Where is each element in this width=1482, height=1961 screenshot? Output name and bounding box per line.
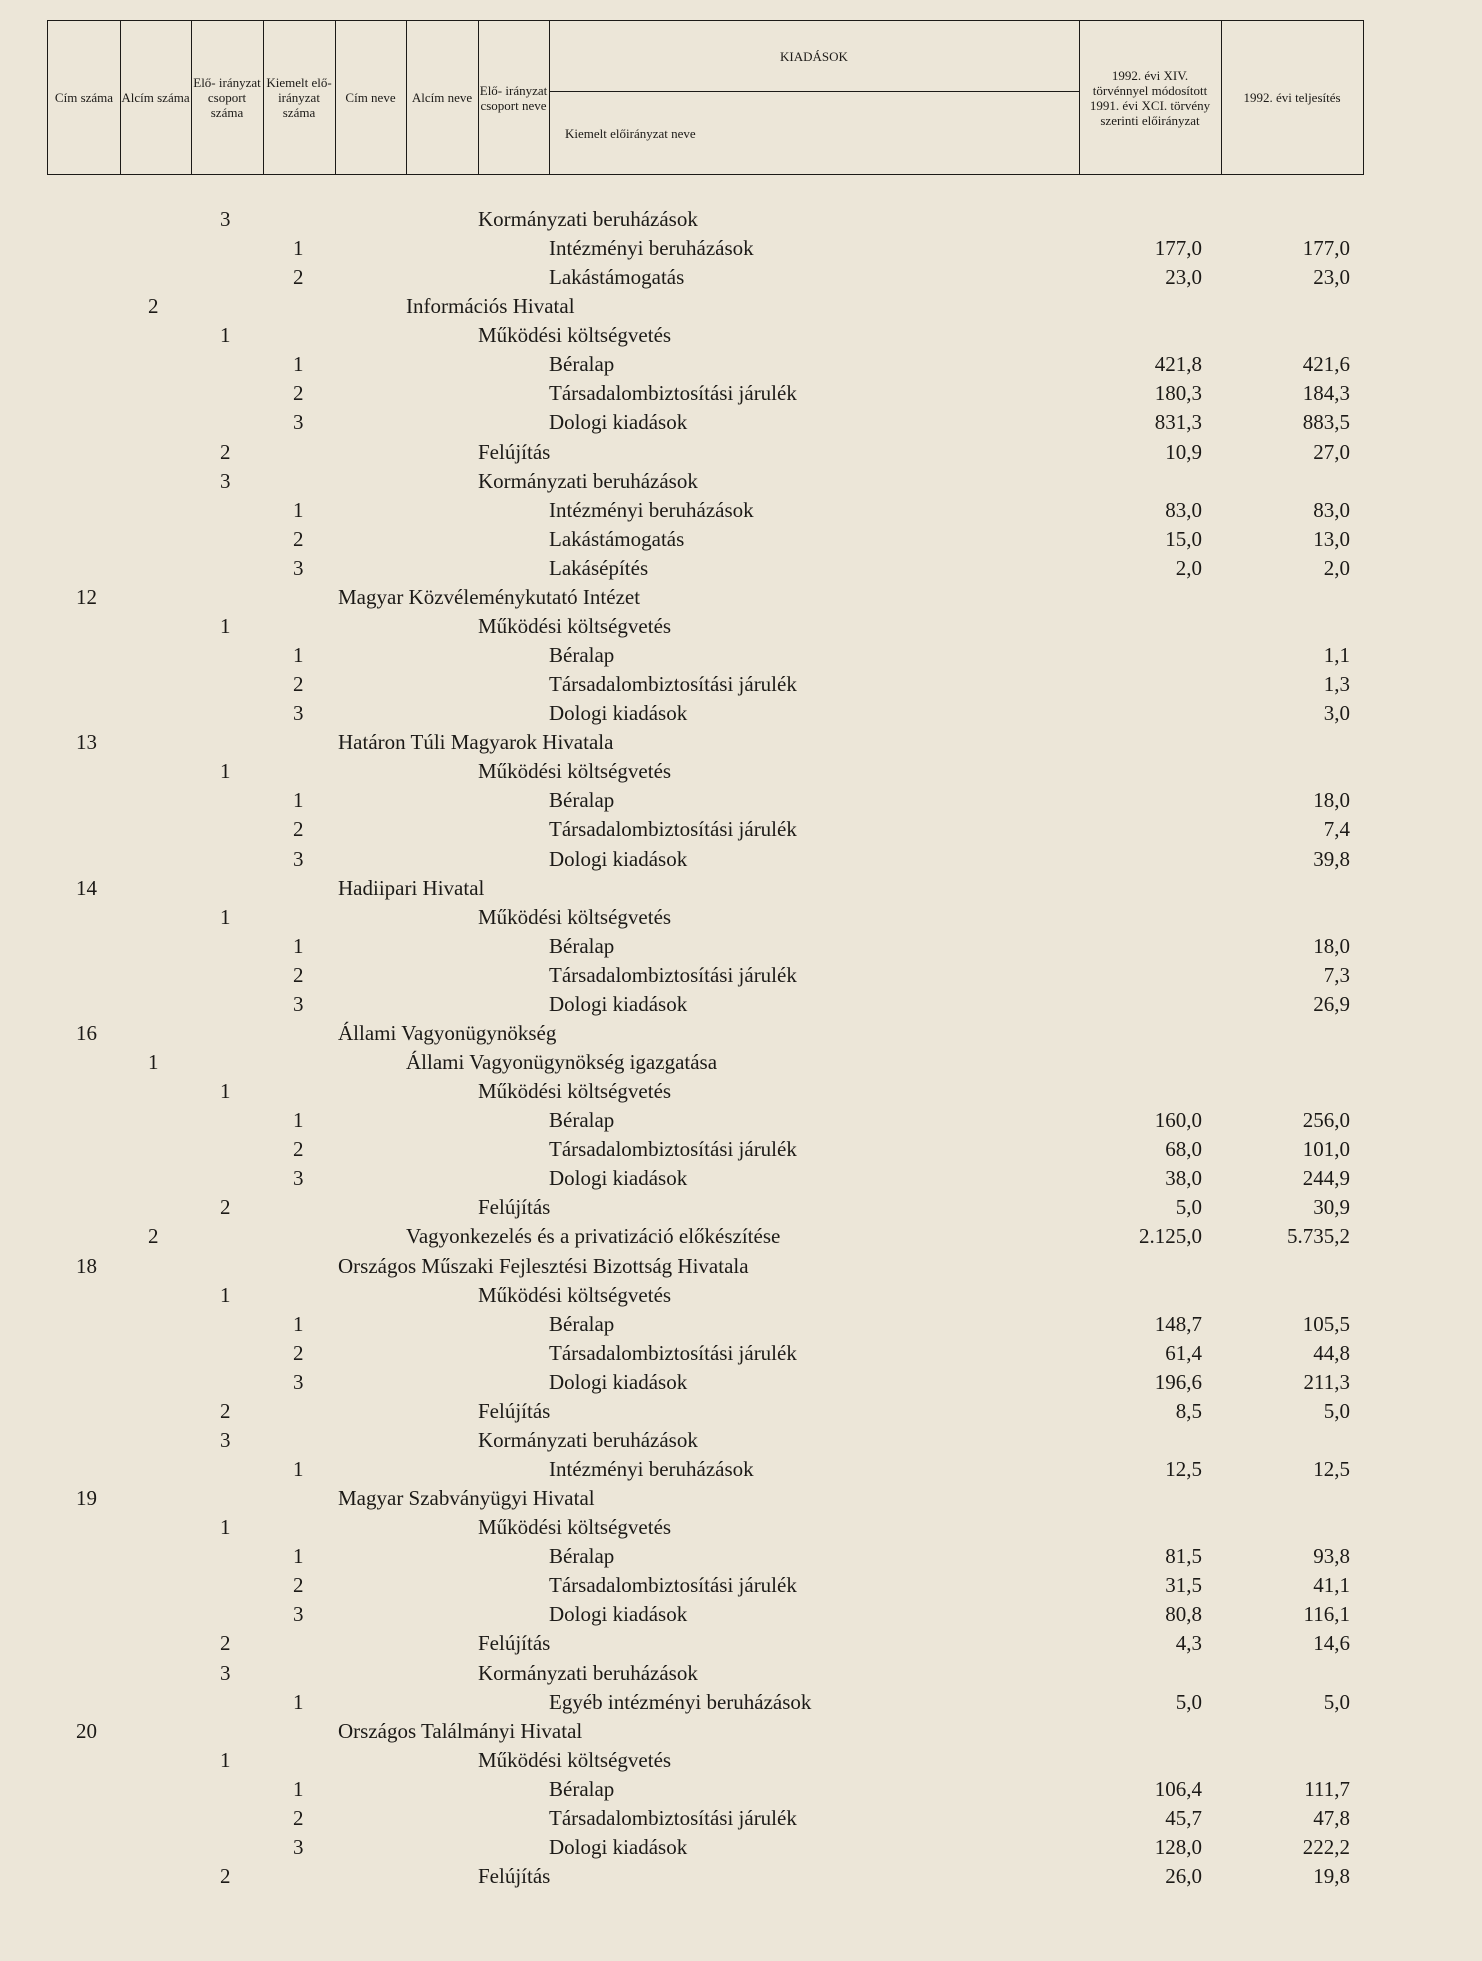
row-appropriation-value: 38,0 — [1165, 1166, 1202, 1191]
row-name: Béralap — [549, 788, 615, 813]
row-number: 2 — [220, 439, 231, 464]
row-number: 2 — [293, 1573, 304, 1598]
table-row — [0, 1804, 1482, 1833]
row-appropriation-value: 26,0 — [1165, 1863, 1202, 1888]
row-name: Dologi kiadások — [549, 701, 688, 726]
row-performance-value: 41,1 — [1313, 1573, 1350, 1598]
table-row — [0, 961, 1482, 990]
row-number: 3 — [293, 1602, 304, 1627]
row-name: Dologi kiadások — [549, 991, 688, 1016]
row-name: Dologi kiadások — [549, 1834, 688, 1859]
row-performance-value: 5.735,2 — [1287, 1224, 1350, 1249]
row-number: 3 — [220, 1660, 231, 1685]
row-number: 1 — [220, 904, 231, 929]
table-row — [0, 263, 1482, 292]
table-row — [0, 1164, 1482, 1193]
row-name: Felújítás — [478, 1863, 551, 1888]
table-row — [0, 932, 1482, 961]
table-row — [0, 1193, 1482, 1222]
table-row — [0, 1019, 1482, 1048]
table-row — [0, 1775, 1482, 1804]
row-name: Országos Találmányi Hivatal — [338, 1718, 583, 1743]
row-number: 2 — [293, 1340, 304, 1365]
row-performance-value: 93,8 — [1313, 1544, 1350, 1569]
row-number: 1 — [293, 1776, 304, 1801]
table-header — [47, 20, 1364, 175]
table-row — [0, 438, 1482, 467]
row-performance-value: 23,0 — [1313, 265, 1350, 290]
table-row — [0, 845, 1482, 874]
row-name: Működési költségvetés — [478, 759, 672, 784]
header-alcim-neve: Alcím neve — [411, 90, 473, 105]
table-row — [0, 1135, 1482, 1164]
row-appropriation-value: 5,0 — [1175, 1689, 1202, 1714]
table-row — [0, 1397, 1482, 1426]
row-number: 2 — [220, 1195, 231, 1220]
table-row — [0, 1281, 1482, 1310]
row-number: 2 — [148, 294, 159, 319]
table-row — [0, 1426, 1482, 1455]
row-appropriation-value: 12,5 — [1165, 1457, 1202, 1481]
row-performance-value: 211,3 — [1303, 1369, 1350, 1394]
row-appropriation-value: 831,3 — [1154, 410, 1202, 435]
row-name: Kormányzati beruházások — [478, 468, 698, 493]
row-name: Intézményi beruházások — [549, 497, 754, 522]
row-name: Dologi kiadások — [549, 1369, 688, 1394]
row-performance-value: 39,8 — [1313, 846, 1350, 871]
row-name: Társadalombiztosítási járulék — [549, 381, 797, 406]
row-performance-value: 44,8 — [1313, 1340, 1350, 1365]
row-name: Lakásépítés — [549, 555, 649, 580]
row-name: Intézményi beruházások — [549, 236, 754, 261]
row-appropriation-value: 68,0 — [1165, 1137, 1202, 1162]
row-name: Lakástámogatás — [549, 526, 685, 551]
row-performance-value: 7,3 — [1323, 962, 1350, 987]
table-row — [0, 1484, 1482, 1513]
row-number: 1 — [293, 236, 304, 261]
table-row — [0, 1833, 1482, 1862]
table-row — [0, 554, 1482, 583]
row-performance-value: 116,1 — [1303, 1602, 1350, 1627]
row-name: Dologi kiadások — [549, 846, 688, 871]
row-number: 16 — [76, 1020, 97, 1045]
table-row — [0, 990, 1482, 1019]
table-row — [0, 699, 1482, 728]
row-number: 1 — [148, 1050, 159, 1075]
row-appropriation-value: 2.125,0 — [1139, 1224, 1202, 1249]
row-appropriation-value: 5,0 — [1175, 1195, 1202, 1220]
row-name: Dologi kiadások — [549, 1602, 688, 1627]
row-name: Kormányzati beruházások — [478, 207, 698, 231]
table-row — [0, 583, 1482, 612]
row-performance-value: 1,1 — [1323, 643, 1350, 668]
table-row — [0, 1339, 1482, 1368]
row-appropriation-value: 10,9 — [1165, 439, 1202, 464]
row-number: 20 — [76, 1718, 97, 1743]
row-name: Dologi kiadások — [549, 410, 688, 435]
row-number: 3 — [293, 1166, 304, 1191]
table-row — [0, 1862, 1482, 1891]
table-row — [0, 641, 1482, 670]
row-name: Társadalombiztosítási járulék — [549, 672, 797, 697]
table-row — [0, 234, 1482, 263]
table-row — [0, 1600, 1482, 1629]
row-number: 3 — [293, 555, 304, 580]
row-name: Társadalombiztosítási járulék — [549, 1573, 797, 1598]
row-number: 2 — [220, 1398, 231, 1423]
row-number: 18 — [76, 1253, 97, 1278]
row-appropriation-value: 160,0 — [1154, 1108, 1202, 1133]
row-performance-value: 105,5 — [1302, 1311, 1350, 1336]
row-name: Béralap — [549, 1108, 615, 1133]
row-performance-value: 421,6 — [1302, 352, 1350, 377]
row-appropriation-value: 45,7 — [1165, 1805, 1202, 1830]
table-row — [0, 292, 1482, 321]
row-number: 1 — [220, 613, 231, 638]
row-number: 2 — [148, 1224, 159, 1249]
row-name: Társadalombiztosítási járulék — [549, 1340, 797, 1365]
row-performance-value: 7,4 — [1323, 817, 1350, 842]
row-number: 3 — [293, 846, 304, 871]
row-number: 2 — [293, 672, 304, 697]
row-number: 1 — [293, 933, 304, 958]
table-row — [0, 1106, 1482, 1135]
row-number: 3 — [293, 991, 304, 1016]
row-name: Béralap — [549, 1776, 615, 1801]
row-number: 2 — [220, 1631, 231, 1656]
row-name: Magyar Közvéleménykutató Intézet — [338, 584, 641, 609]
table-row — [0, 1455, 1482, 1484]
row-performance-value: 26,9 — [1313, 991, 1350, 1016]
row-performance-value: 184,3 — [1302, 381, 1350, 406]
row-number: 3 — [293, 410, 304, 435]
row-number: 1 — [293, 643, 304, 668]
table-row — [0, 1542, 1482, 1571]
row-appropriation-value: 31,5 — [1165, 1573, 1202, 1598]
row-performance-value: 222,2 — [1302, 1834, 1350, 1859]
row-name: Társadalombiztosítási járulék — [549, 817, 797, 842]
row-number: 1 — [220, 1747, 231, 1772]
table-row — [0, 728, 1482, 757]
row-number: 1 — [220, 323, 231, 348]
row-performance-value: 18,0 — [1313, 933, 1350, 958]
row-appropriation-value: 23,0 — [1165, 265, 1202, 290]
row-name: Magyar Szabványügyi Hivatal — [338, 1486, 595, 1511]
table-row — [0, 1659, 1482, 1688]
row-number: 12 — [76, 584, 97, 609]
row-number: 2 — [293, 381, 304, 406]
row-number: 2 — [220, 1863, 231, 1888]
row-performance-value: 13,0 — [1313, 526, 1350, 551]
row-number: 1 — [293, 352, 304, 377]
row-name: Határon Túli Magyarok Hivatala — [338, 730, 614, 755]
table-row — [0, 612, 1482, 641]
header-kiadasok: KIADÁSOK — [780, 48, 848, 64]
row-name: Működési költségvetés — [478, 613, 672, 638]
table-row — [0, 903, 1482, 932]
table-row — [0, 350, 1482, 379]
row-performance-value: 256,0 — [1302, 1108, 1350, 1133]
row-number: 3 — [220, 207, 231, 231]
table-row — [0, 1688, 1482, 1717]
row-number: 3 — [293, 1369, 304, 1394]
row-name: Vagyonkezelés és a privatizáció előkészítése — [406, 1224, 781, 1249]
row-performance-value: 30,9 — [1313, 1195, 1350, 1220]
row-number: 1 — [293, 788, 304, 813]
row-performance-value: 47,8 — [1313, 1805, 1350, 1830]
row-performance-value: 2,0 — [1323, 555, 1350, 580]
table-row — [0, 1048, 1482, 1077]
row-number: 2 — [293, 265, 304, 290]
row-name: Felújítás — [478, 1398, 551, 1423]
table-row — [0, 1368, 1482, 1397]
row-name: Béralap — [549, 933, 615, 958]
row-number: 3 — [220, 1427, 231, 1452]
row-number: 1 — [220, 759, 231, 784]
table-row — [0, 1222, 1482, 1251]
row-name: Állami Vagyonügynökség igazgatása — [406, 1050, 718, 1075]
row-name: Működési költségvetés — [478, 1282, 672, 1307]
table-row — [0, 379, 1482, 408]
row-name: Intézményi beruházások — [549, 1457, 754, 1481]
row-appropriation-value: 61,4 — [1165, 1340, 1202, 1365]
row-number: 14 — [76, 875, 97, 900]
table-row — [0, 321, 1482, 350]
table-row — [0, 1746, 1482, 1775]
row-number: 1 — [293, 497, 304, 522]
header-eloiranyzat-csoport-szama: Elő- irányzat csoport száma — [193, 75, 261, 120]
row-number: 1 — [293, 1311, 304, 1336]
row-performance-value: 101,0 — [1302, 1137, 1350, 1162]
row-appropriation-value: 83,0 — [1165, 497, 1202, 522]
row-performance-value: 244,9 — [1302, 1166, 1350, 1191]
row-number: 2 — [293, 1137, 304, 1162]
table-row — [0, 815, 1482, 844]
header-kiemelt-eloiranyzat-neve: Kiemelt előirányzat neve — [565, 126, 696, 141]
row-name: Hadiipari Hivatal — [338, 875, 485, 900]
row-number: 2 — [293, 962, 304, 987]
row-appropriation-value: 128,0 — [1154, 1834, 1202, 1859]
row-name: Társadalombiztosítási járulék — [549, 1137, 797, 1162]
row-number: 2 — [293, 1805, 304, 1830]
row-number: 3 — [293, 701, 304, 726]
row-number: 2 — [293, 817, 304, 842]
row-name: Társadalombiztosítási járulék — [549, 1805, 797, 1830]
row-number: 3 — [293, 1834, 304, 1859]
row-number: 1 — [220, 1515, 231, 1540]
row-name: Működési költségvetés — [478, 1515, 672, 1540]
row-number: 1 — [293, 1108, 304, 1133]
header-cim-neve: Cím neve — [345, 90, 396, 105]
table-row — [0, 1077, 1482, 1106]
row-name: Működési költségvetés — [478, 904, 672, 929]
table-row — [0, 1513, 1482, 1542]
table-row — [0, 670, 1482, 699]
header-teljesites-1992: 1992. évi teljesítés — [1243, 90, 1341, 105]
row-performance-value: 18,0 — [1313, 788, 1350, 813]
row-performance-value: 1,3 — [1323, 672, 1350, 697]
row-name: Béralap — [549, 352, 615, 377]
row-name: Felújítás — [478, 1631, 551, 1656]
row-performance-value: 883,5 — [1302, 410, 1350, 435]
row-performance-value: 5,0 — [1323, 1398, 1350, 1423]
table-row — [0, 1717, 1482, 1746]
row-appropriation-value: 80,8 — [1165, 1602, 1202, 1627]
row-appropriation-value: 148,7 — [1154, 1311, 1202, 1336]
table-row — [0, 496, 1482, 525]
row-performance-value: 14,6 — [1313, 1631, 1350, 1656]
row-performance-value: 111,7 — [1304, 1776, 1350, 1801]
row-performance-value: 3,0 — [1323, 701, 1350, 726]
row-appropriation-value: 15,0 — [1165, 526, 1202, 551]
row-appropriation-value: 196,6 — [1154, 1369, 1202, 1394]
row-number: 19 — [76, 1486, 97, 1511]
table-row — [0, 525, 1482, 554]
table-row — [0, 874, 1482, 903]
row-appropriation-value: 421,8 — [1154, 352, 1202, 377]
row-performance-value: 177,0 — [1302, 236, 1350, 261]
row-name: Állami Vagyonügynökség — [338, 1020, 557, 1045]
row-appropriation-value: 4,3 — [1175, 1631, 1202, 1656]
row-number: 1 — [220, 1282, 231, 1307]
row-name: Felújítás — [478, 439, 551, 464]
row-name: Felújítás — [478, 1195, 551, 1220]
row-appropriation-value: 2,0 — [1175, 555, 1202, 580]
row-number: 2 — [293, 526, 304, 551]
row-name: Országos Műszaki Fejlesztési Bizottság Hivatala — [338, 1253, 749, 1278]
row-name: Kormányzati beruházások — [478, 1660, 698, 1685]
table-row — [0, 1252, 1482, 1281]
row-appropriation-value: 81,5 — [1165, 1544, 1202, 1569]
table-row — [0, 786, 1482, 815]
row-performance-value: 12,5 — [1313, 1457, 1350, 1481]
row-name: Működési költségvetés — [478, 323, 672, 348]
row-name: Béralap — [549, 1311, 615, 1336]
row-name: Társadalombiztosítási járulék — [549, 962, 797, 987]
row-name: Működési költségvetés — [478, 1079, 672, 1104]
row-performance-value: 27,0 — [1313, 439, 1350, 464]
header-cim-szama: Cím száma — [54, 90, 114, 105]
row-name: Béralap — [549, 643, 615, 668]
row-name: Információs Hivatal — [406, 294, 575, 319]
table-row — [0, 1310, 1482, 1339]
table-row — [0, 1571, 1482, 1600]
row-number: 13 — [76, 730, 97, 755]
header-kiemelt-eloiranyzat-szama: Kiemelt elő- irányzat száma — [266, 75, 332, 120]
row-name: Kormányzati beruházások — [478, 1427, 698, 1452]
header-eloiranyzat-csoport-neve: Elő- irányzat csoport neve — [479, 82, 548, 113]
header-eloiranyzat-1992: 1992. évi XIV. törvénnyel módosított 1991. évi XCI. törvény szerinti előirányzat — [1089, 67, 1211, 128]
row-number: 1 — [293, 1457, 304, 1481]
table-row — [0, 467, 1482, 496]
table-row — [0, 757, 1482, 786]
row-appropriation-value: 106,4 — [1154, 1776, 1202, 1801]
table-row — [0, 205, 1482, 234]
row-number: 1 — [293, 1689, 304, 1714]
row-performance-value: 5,0 — [1323, 1689, 1350, 1714]
row-appropriation-value: 177,0 — [1154, 236, 1202, 261]
row-performance-value: 19,8 — [1313, 1863, 1350, 1888]
row-appropriation-value: 180,3 — [1154, 381, 1202, 406]
row-performance-value: 83,0 — [1313, 497, 1350, 522]
row-appropriation-value: 8,5 — [1175, 1398, 1202, 1423]
row-number: 1 — [293, 1544, 304, 1569]
row-name: Működési költségvetés — [478, 1747, 672, 1772]
row-name: Béralap — [549, 1544, 615, 1569]
row-name: Egyéb intézményi beruházások — [549, 1689, 812, 1714]
table-row — [0, 408, 1482, 437]
row-name: Dologi kiadások — [549, 1166, 688, 1191]
table-row — [0, 1629, 1482, 1658]
row-number: 3 — [220, 468, 231, 493]
row-number: 1 — [220, 1079, 231, 1104]
header-alcim-szama: Alcím száma — [121, 90, 190, 105]
row-name: Lakástámogatás — [549, 265, 685, 290]
